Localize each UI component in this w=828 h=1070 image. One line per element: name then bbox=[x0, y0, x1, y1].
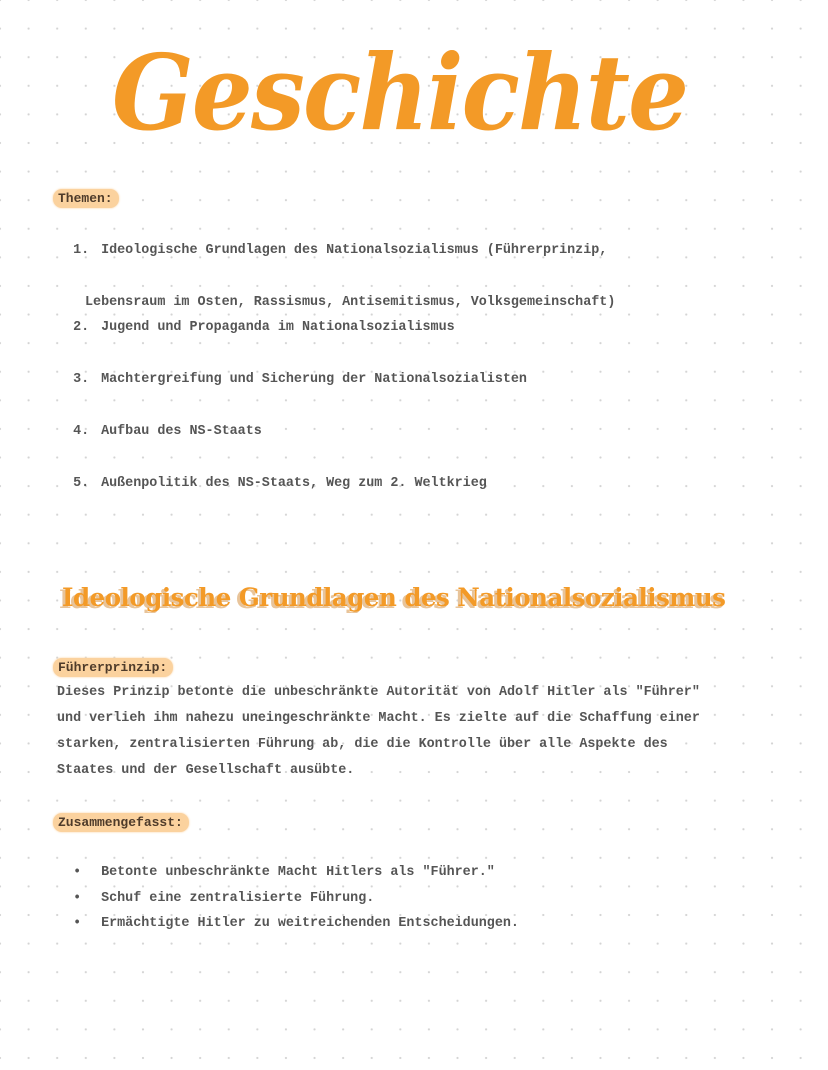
themes-label: Themen: bbox=[53, 189, 119, 208]
topic-item-5 bbox=[57, 445, 487, 497]
topic-text: Außenpolitik des NS-Staats, Weg zum 2. Weltkrieg bbox=[101, 476, 487, 491]
topic-item-2 bbox=[57, 289, 455, 341]
bullet-icon: • bbox=[73, 865, 82, 880]
summary-text: Schuf eine zentralisierte Führung. bbox=[101, 891, 375, 906]
topic-number: 4. bbox=[73, 424, 90, 439]
topic-number: 3. bbox=[73, 372, 90, 387]
topic-text: Ideologische Grundlagen des Nationalsozialismus (Führerprinzip, bbox=[101, 243, 608, 258]
topic-number: 2. bbox=[73, 320, 90, 335]
topic-number: 5. bbox=[73, 476, 90, 491]
topic-number: 1. bbox=[73, 243, 90, 258]
topic-text: Jugend und Propaganda im Nationalsozialismus bbox=[101, 320, 455, 335]
fuehrerprinzip-line-3: starken, zentralisierten Führung ab, die die Kontrolle über alle Aspekte des bbox=[57, 737, 668, 752]
fuehrerprinzip-line-2: und verlieh ihm nahezu uneingeschränkte Macht. Es zielte auf die Schaffung einer bbox=[57, 711, 700, 726]
summary-label: Zusammengefasst: bbox=[53, 813, 189, 832]
page-title: Geschichte bbox=[112, 31, 688, 154]
topic-text: Aufbau des NS-Staats bbox=[101, 424, 262, 439]
summary-text: Ermächtigte Hitler zu weitreichenden Entscheidungen. bbox=[101, 916, 519, 931]
topic-text-continued: Lebensraum im Osten, Rassismus, Antisemitismus, Volksgemeinschaft) bbox=[85, 295, 616, 310]
fuehrerprinzip-label: Führerprinzip: bbox=[53, 658, 173, 677]
section-heading: Ideologische Grundlagen des Nationalsozialismus bbox=[62, 583, 726, 612]
fuehrerprinzip-line-1: Dieses Prinzip betonte die unbeschränkte Autorität von Adolf Hitler als "Führer" bbox=[57, 685, 700, 700]
topic-text: Machtergreifung und Sicherung der Nationalsozialisten bbox=[101, 372, 527, 387]
bullet-icon: • bbox=[73, 916, 82, 931]
topic-item-3 bbox=[57, 341, 527, 393]
summary-item-3 bbox=[57, 885, 519, 937]
fuehrerprinzip-line-4: Staates und der Gesellschaft ausübte. bbox=[57, 763, 355, 778]
topic-item-4 bbox=[57, 393, 262, 445]
bullet-icon: • bbox=[73, 891, 82, 906]
summary-text: Betonte unbeschränkte Macht Hitlers als "Führer." bbox=[101, 865, 495, 880]
